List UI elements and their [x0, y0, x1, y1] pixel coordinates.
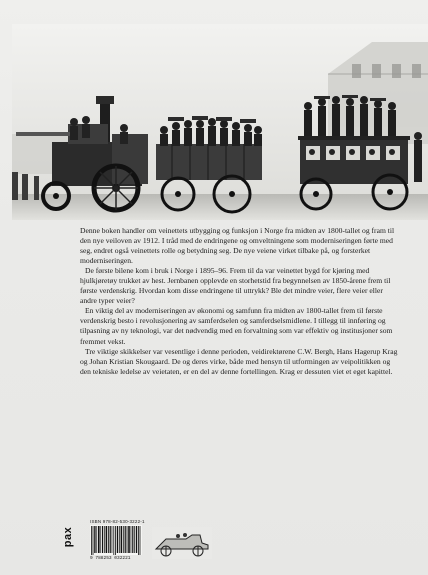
- bystanders: [12, 172, 39, 200]
- blurb-paragraph-3: En viktig del av moderniseringen av økonomi og samfunn fra midten av 1800-tallet frem til første verdenskrig besto i revolusjonering av samferdselen og samferdselsmidlene. I tillegg til innføring og tilpasning av ny teknologi, var det nødvendig med en forvaltning som var effektiv og institusjoner som fremmet vekst.: [80, 306, 393, 346]
- blurb-paragraph-2: De første bilene kom i bruk i Norge i 1895–96. Frem til da var veinettet bygd for kjøring med hjulkjøretøy trukket av hest. Jernbanen opplevde en storhetstid fra begynnelsen av 1850-årene frem til første verdenskrig. Hvordan kom disse endringene til uttrykk? Ble det mindre veier, flere veier eller andre typer veier?: [80, 266, 391, 306]
- barcode-number: 9 788253 032221: [90, 556, 131, 561]
- publisher-logo: [62, 519, 86, 559]
- blurb-paragraph-1: Denne boken handler om veinettets utbygging og funksjon i Norge fra midten av 1800-tallet og fram til den nye veiloven av 1912. I tråd med de endringene og omveltningene som moderniseringen førte med seg, endret også veinettets rolle og betydning seg. De nye veiene virket tilbake på, og forsterket moderniseringen.: [80, 226, 395, 266]
- barcode: [90, 525, 142, 555]
- historical-photo: [12, 24, 428, 220]
- blurb-paragraph-4: Tre viktige skikkelser var vesentlige i denne perioden, veidirektørene C.W. Bergh, Hans Hagerup Krag og Johan Kristian Skougaard. De og deres virke, både med hensyn til utformingen av veipolitikken og den tekniske ledelse av veietaten, er en del av denne fortellingen. Krag er dessuten viet et eget kapittel.: [80, 346, 398, 376]
- steam-train-photo: [12, 24, 428, 220]
- publisher-label: pax: [62, 526, 75, 548]
- isbn-label: ISBN 978-82-530-3222-1: [90, 519, 145, 524]
- isbn-barcode-block: [90, 519, 210, 563]
- blurb-text: [80, 226, 398, 377]
- vintage-car-illustration: [152, 527, 212, 559]
